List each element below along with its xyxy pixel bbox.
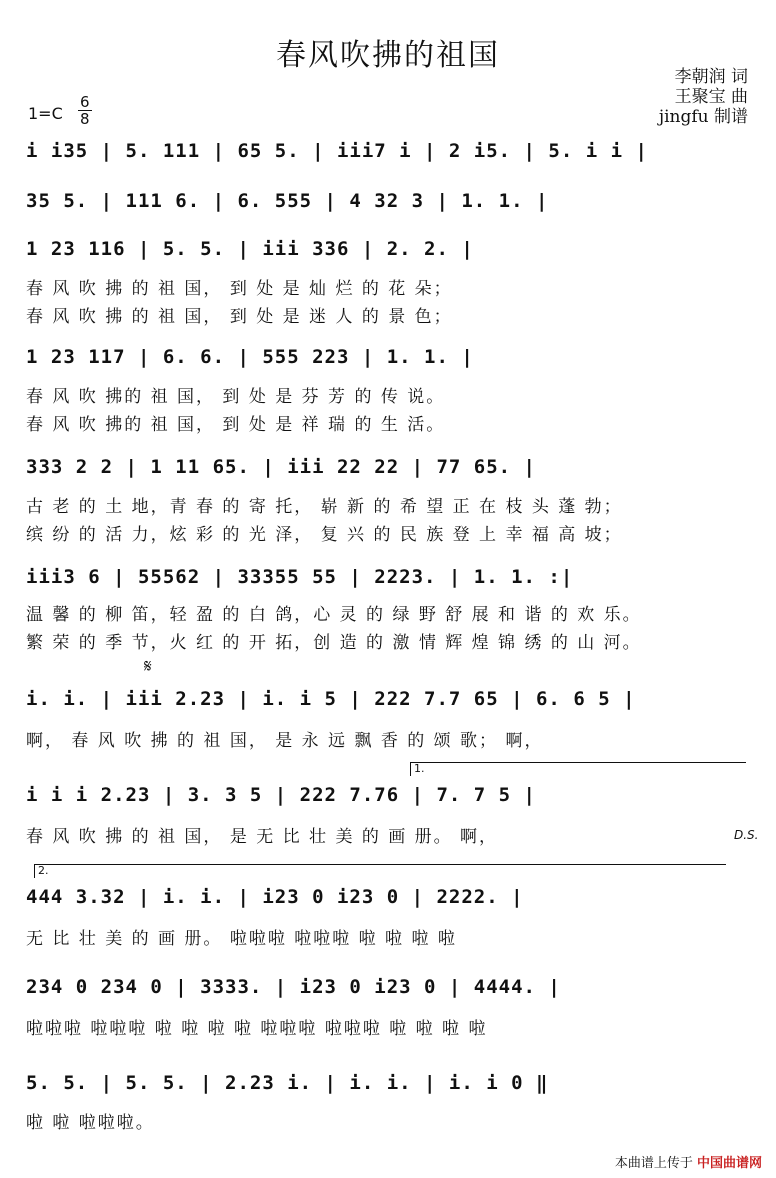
lyric-line: 温 馨 的 柳 笛，轻 盈 的 白 鸽，心 灵 的 绿 野 舒 展 和 谐 的 欢 乐。 <box>26 605 642 625</box>
volta-1-label: 1. <box>414 762 425 775</box>
lyric-line: 繁 荣 的 季 节，火 红 的 开 拓，创 造 的 激 情 辉 煌 锦 绣 的 山 河。 <box>26 633 642 653</box>
dal-segno-mark: D.S. <box>734 828 759 842</box>
lyric-line: 啦啦啦 啦啦啦 啦 啦 啦 啦 啦啦啦 啦啦啦 啦 啦 啦 啦 <box>26 1019 488 1039</box>
arranger-credit: jingfu 制谱 <box>658 107 748 127</box>
staff-line-3: 1 23 116 | 5. 5. | iii 336 | 2. 2. | <box>26 238 474 260</box>
segno-sign: 𝄋 <box>144 656 152 677</box>
staff-line-1: i i35 | 5. 111 | 65 5. | iii7 i | 2 i5. | 5. i i | <box>26 140 648 162</box>
volta-2-bracket-left <box>34 864 35 878</box>
composer-credit: 王聚宝 曲 <box>674 87 748 107</box>
time-signature-top: 6 <box>80 93 90 111</box>
volta-1-bracket <box>410 762 746 763</box>
lyric-line: 无 比 壮 美 的 画 册。 啦啦啦 啦啦啦 啦 啦 啦 啦 <box>26 929 457 949</box>
lyric-line: 春 风 吹 拂 的 祖 国， 是 无 比 壮 美 的 画 册。 啊， <box>26 827 499 847</box>
staff-line-9: 444 3.32 | i. i. | i23 0 i23 0 | 2222. | <box>26 886 524 908</box>
lyric-line: 春 风 吹 拂的 祖 国， 到 处 是 祥 瑞 的 生 活。 <box>26 415 446 435</box>
lyric-line: 啦 啦 啦啦啦。 <box>26 1113 155 1133</box>
staff-line-10: 234 0 234 0 | 3333. | i23 0 i23 0 | 4444. | <box>26 976 561 998</box>
site-logo[interactable]: 中国曲谱网 <box>696 1156 762 1171</box>
volta-2-label: 2. <box>38 864 49 877</box>
staff-line-6: iii3 6 | 55562 | 33355 55 | 2223. | 1. 1. :| <box>26 566 574 588</box>
page-title: 春风吹拂的祖国 <box>276 38 500 73</box>
lyric-line: 古 老 的 土 地，青 春 的 寄 托， 崭 新 的 希 望 正 在 枝 头 蓬 勃； <box>26 497 623 517</box>
staff-line-4: 1 23 117 | 6. 6. | 555 223 | 1. 1. | <box>26 346 474 368</box>
lyric-line: 春 风 吹 拂 的 祖 国， 到 处 是 灿 烂 的 花 朵； <box>26 279 453 299</box>
staff-line-5: 333 2 2 | 1 11 65. | iii 22 22 | 77 65. | <box>26 456 536 478</box>
lyricist-credit: 李朝润 词 <box>674 67 748 87</box>
time-signature-bottom: 8 <box>80 110 90 128</box>
lyric-line: 春 风 吹 拂 的 祖 国， 到 处 是 迷 人 的 景 色； <box>26 307 453 327</box>
staff-line-11: 5. 5. | 5. 5. | 2.23 i. | i. i. | i. i 0 ‖ <box>26 1072 549 1094</box>
lyric-line: 缤 纷 的 活 力，炫 彩 的 光 泽， 复 兴 的 民 族 登 上 幸 福 高 坡； <box>26 525 623 545</box>
lyric-line: 春 风 吹 拂的 祖 国， 到 处 是 芬 芳 的 传 说。 <box>26 387 446 407</box>
footer <box>615 1152 762 1171</box>
volta-1-bracket-left <box>410 762 411 776</box>
volta-2-bracket <box>34 864 726 865</box>
key-signature: 1=C <box>28 104 63 123</box>
time-signature <box>78 94 92 127</box>
staff-line-2: 35 5. | 111 6. | 6. 555 | 4 32 3 | 1. 1. | <box>26 190 549 212</box>
lyric-line: 啊， 春 风 吹 拂 的 祖 国， 是 永 远 飘 香 的 颂 歌； 啊， <box>26 731 544 751</box>
staff-line-8: i i i 2.23 | 3. 3 5 | 222 7.76 | 7. 7 5 | <box>26 784 536 806</box>
footer-text: 本曲谱上传于 <box>614 1156 693 1171</box>
staff-line-7: i. i. | iii 2.23 | i. i 5 | 222 7.7 65 | 6. 6 5 | <box>26 688 636 710</box>
